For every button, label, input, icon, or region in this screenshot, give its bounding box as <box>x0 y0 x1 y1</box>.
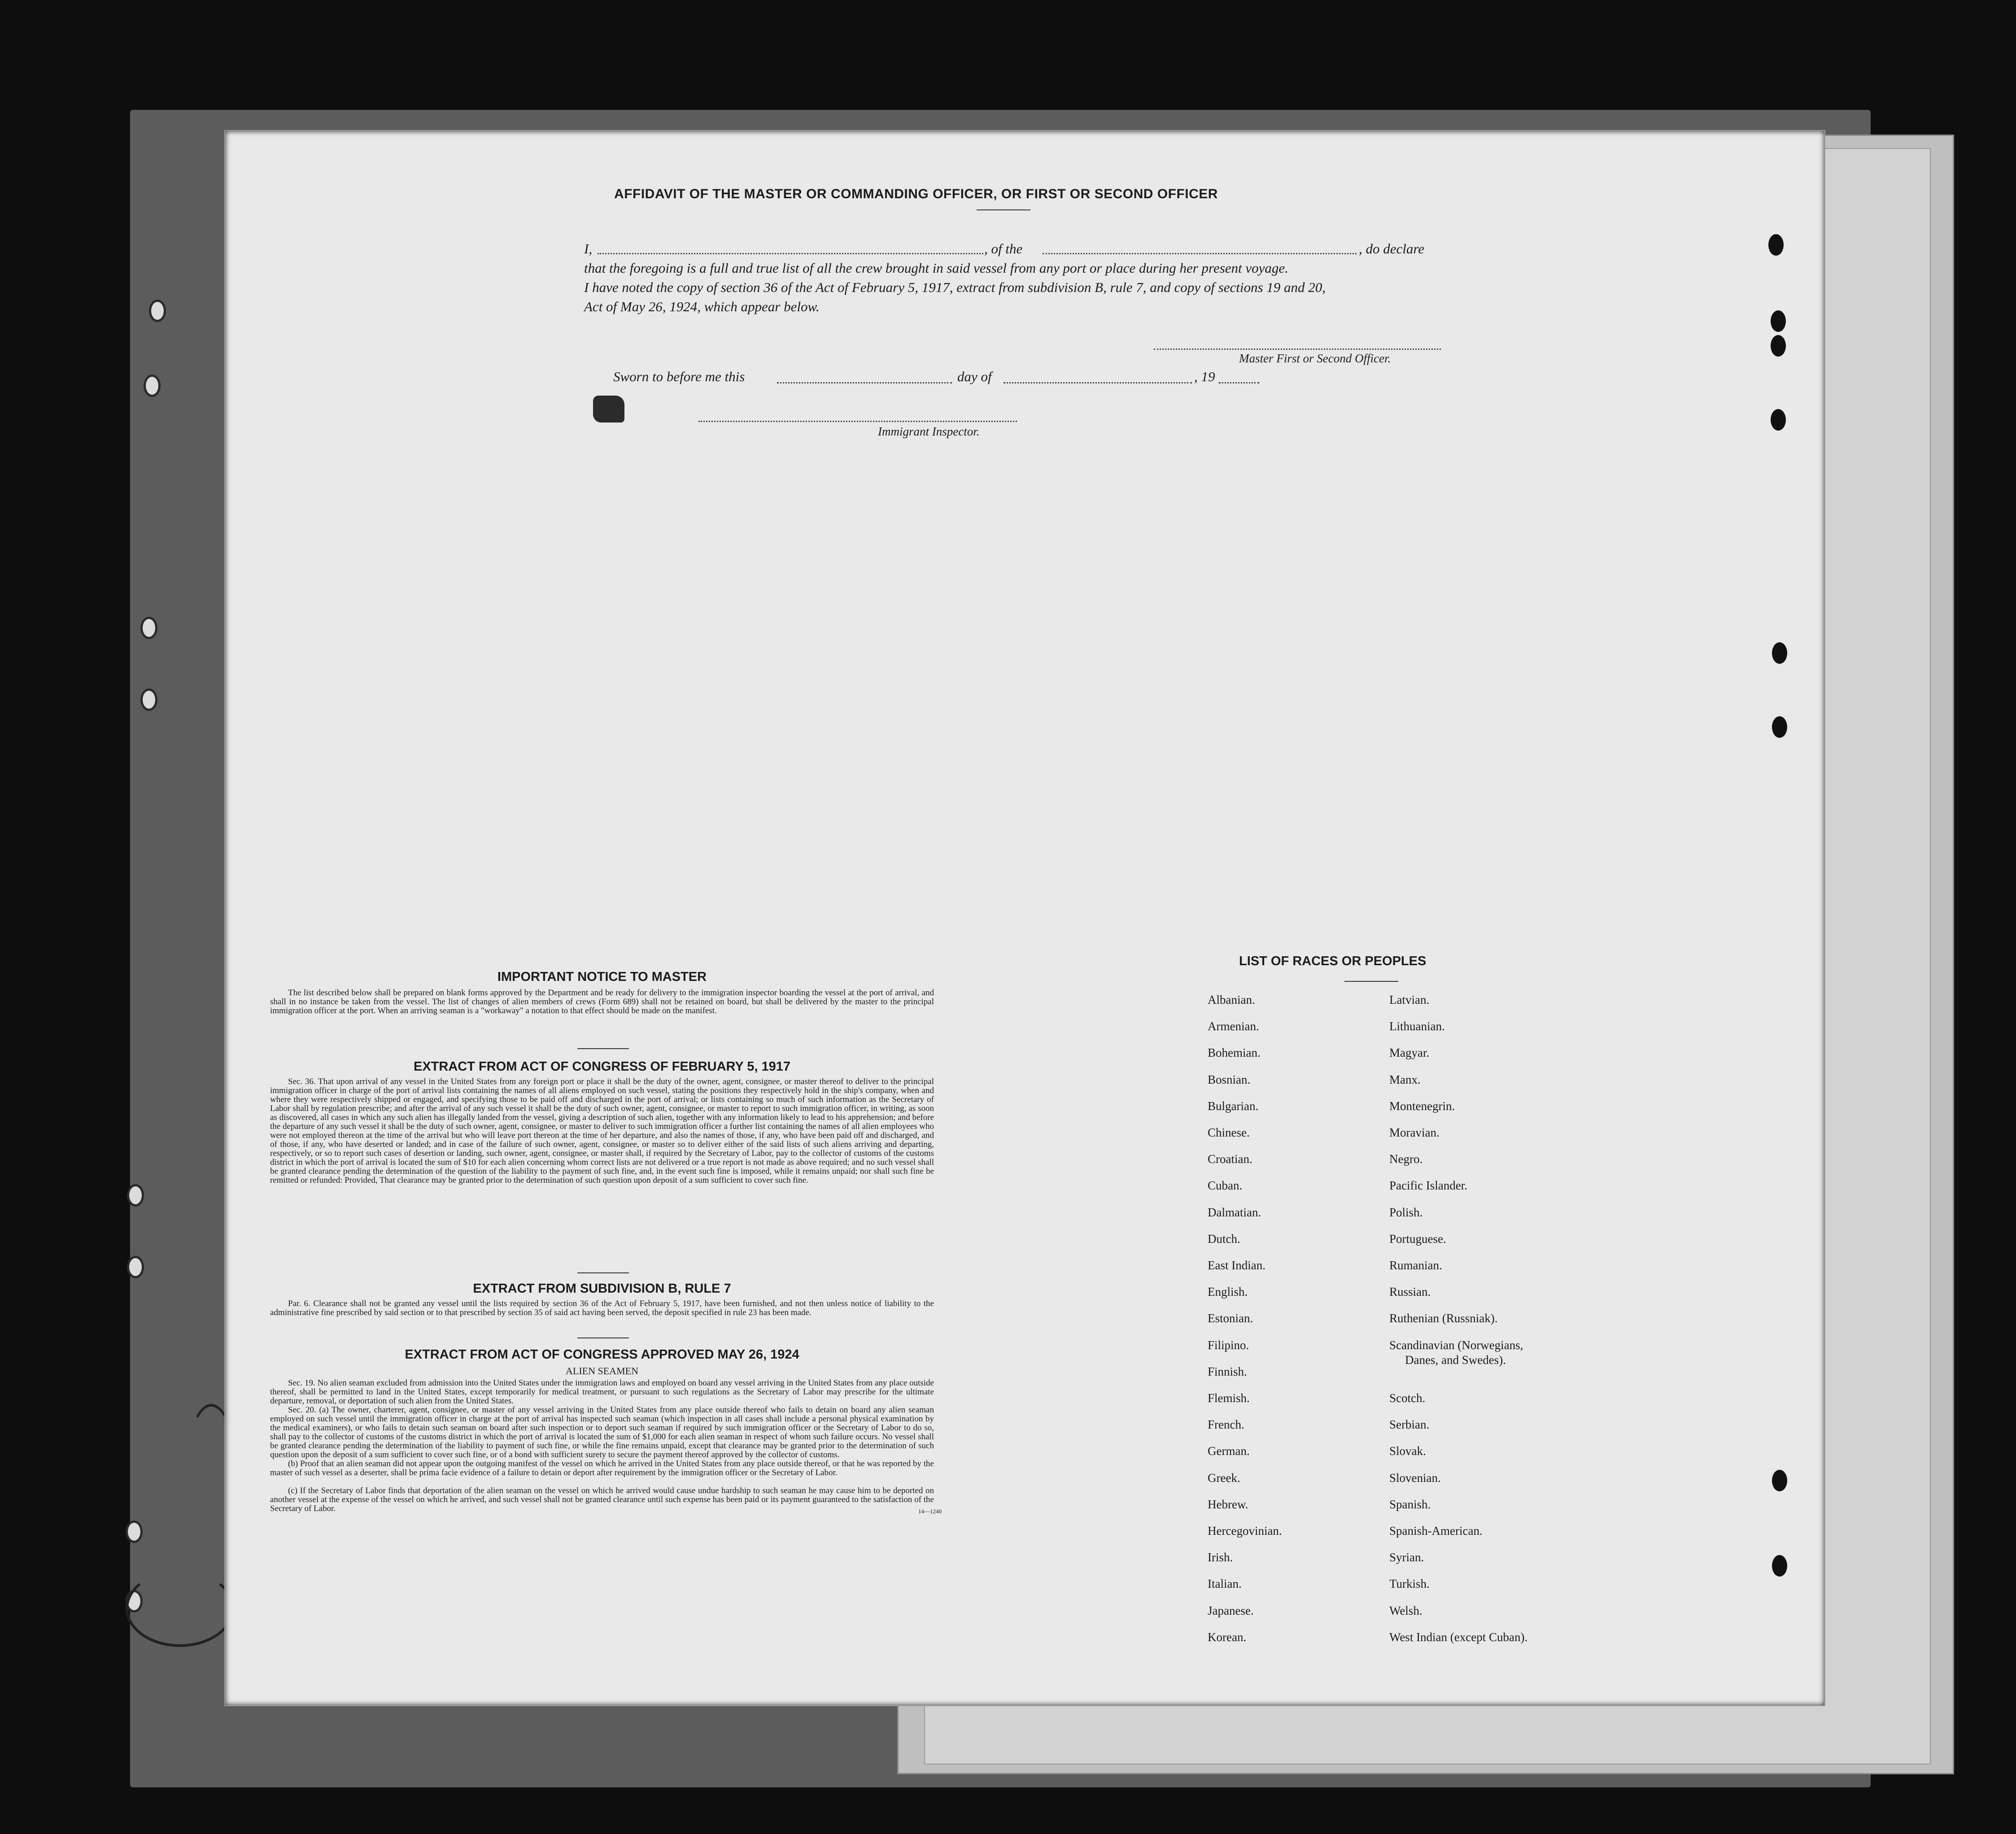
race-item-continuation: Danes, and Swedes). <box>1405 1353 1506 1367</box>
notice-body: The list described below shall be prepared on blank forms approved by the Department and be ready for delivery to the immigration inspector boarding the vessel at the port of arrival, and shall in no instance be taken from the vessel. The list of changes of alien members of crews (Form 689) shall not be retained on board, but shall be delivered by the master to the principal immigration officer at the port. When an arriving seaman is a "workaway" a notation to that effect should be made on the manifest. <box>270 988 934 1015</box>
sworn-date-blank <box>777 382 952 383</box>
affidavit-i: I, <box>584 241 593 257</box>
race-item: Rumanian. <box>1389 1259 1442 1272</box>
extract-1917-title: EXTRACT FROM ACT OF CONGRESS OF FEBRUARY 5, 1917 <box>413 1059 791 1074</box>
sec20c-body: (c) If the Secretary of Labor finds that deportation of the alien seaman on the vessel on which he arrived would cause undue hardship to such seaman he may cause him to be deported on another vessel at the expense of the vessel on which he arrived, and such vessel shall not be granted clearance until such expense has been paid or its payment guaranteed to the satisfaction of the Secretary of Labor. <box>270 1486 934 1513</box>
race-item: Latvian. <box>1389 993 1430 1006</box>
sec20b-body: (b) Proof that an alien seaman did not appear upon the outgoing manifest of the vessel on which he arrived in the United States from any place outside thereof, or that he was reported by the master of such vessel as a deserter, shall be prima facie evidence of a failure to detain or deport after requirement by the immigration officer or the Secretary of Labor. <box>270 1459 934 1477</box>
rule7-title: EXTRACT FROM SUBDIVISION B, RULE 7 <box>473 1281 731 1296</box>
extract-1924-title: EXTRACT FROM ACT OF CONGRESS APPROVED MAY 26, 1924 <box>405 1347 799 1362</box>
string-tie <box>126 1570 234 1647</box>
races-rule <box>1344 981 1398 982</box>
year-blank <box>1219 382 1259 383</box>
alien-seamen-subtitle: ALIEN SEAMEN <box>566 1365 638 1377</box>
binder-hole <box>140 617 157 639</box>
punch-hole <box>1772 716 1787 738</box>
race-item: Slovenian. <box>1389 1471 1441 1485</box>
affidavit-title: AFFIDAVIT OF THE MASTER OR COMMANDING OFFICER, OR FIRST OR SECOND OFFICER <box>614 187 1218 201</box>
race-item: Bohemian. <box>1208 1046 1261 1060</box>
binder-hole <box>127 1184 144 1207</box>
race-item: Manx. <box>1389 1072 1421 1086</box>
signature-line <box>1154 349 1441 350</box>
race-item: Lithuanian. <box>1389 1019 1445 1033</box>
race-item: Scandinavian (Norwegians, <box>1389 1338 1523 1352</box>
race-item: Montenegrin. <box>1389 1099 1455 1113</box>
race-item: Dutch. <box>1208 1232 1240 1246</box>
race-item: German. <box>1208 1444 1250 1458</box>
punch-hole <box>1771 335 1786 357</box>
affidavit-of-the: , of the <box>984 241 1023 257</box>
rule7-body: Par. 6. Clearance shall not be granted any vessel until the lists required by section 36 of the Act of February 5, 1917, have been furnished, and not then unless notice of liability to the administrative fine prescribed by said section or to that prescribed by section 35 of said act having been served, the deposit specified in rule 23 has been made. <box>270 1299 934 1317</box>
day-of-text: day of <box>957 369 992 384</box>
race-item: East Indian. <box>1208 1259 1265 1272</box>
race-item: Spanish. <box>1389 1497 1431 1511</box>
race-item: English. <box>1208 1285 1248 1299</box>
title-rule <box>977 209 1030 210</box>
race-item: Ruthenian (Russniak). <box>1389 1311 1498 1325</box>
race-item: Korean. <box>1208 1630 1247 1644</box>
binder-hole <box>144 375 161 397</box>
race-item: West Indian (except Cuban). <box>1389 1630 1528 1644</box>
punch-hole <box>1768 234 1784 256</box>
race-item: Slovak. <box>1389 1444 1426 1458</box>
punch-hole <box>1771 409 1786 431</box>
race-item: Magyar. <box>1389 1046 1430 1060</box>
race-item: Greek. <box>1208 1471 1240 1485</box>
year-text: , 19 <box>1194 369 1215 384</box>
binder-hole <box>149 300 166 322</box>
race-item: French. <box>1208 1418 1244 1432</box>
affidavit-line3: I have noted the copy of section 36 of the Act of February 5, 1917, extract from subdivision B, rule 7, and copy of sections 19 and 20, <box>584 279 1326 295</box>
race-item: Italian. <box>1208 1577 1242 1591</box>
name-blank <box>598 253 983 254</box>
section-rule <box>577 1272 629 1273</box>
race-item: Finnish. <box>1208 1364 1247 1378</box>
race-item: Bosnian. <box>1208 1072 1251 1086</box>
race-item: Scotch. <box>1389 1391 1426 1405</box>
race-item: Estonian. <box>1208 1311 1253 1325</box>
form-number: 14—1240 <box>918 1508 942 1515</box>
race-item: Dalmatian. <box>1208 1205 1261 1219</box>
punch-hole <box>1772 1470 1787 1491</box>
sworn-text: Sworn to before me this <box>613 369 745 384</box>
punch-hole <box>1771 310 1786 332</box>
race-item: Cuban. <box>1208 1179 1243 1193</box>
affidavit-declare: , do declare <box>1359 241 1425 257</box>
race-item: Bulgarian. <box>1208 1099 1259 1113</box>
binder-hole <box>126 1520 143 1543</box>
punch-hole <box>1772 1555 1787 1577</box>
document-page <box>224 130 1825 1706</box>
ink-stamp-mark <box>593 396 624 423</box>
race-item: Hebrew. <box>1208 1497 1248 1511</box>
sec20a-body: Sec. 20. (a) The owner, charterer, agent, consignee, or master of any vessel arriving in the United States from any place outside thereof who fails to detain on board any alien seaman employed on such vessel until the immigration officer in charge at the port of arrival has inspected such seaman (which inspection in all cases shall include a personal physical examination by the medical examiners), or who fails to detain such seaman on board after such inspection or to deport such seaman if required by such immigration officer or the Secretary of Labor to do so, shall pay to the collector of customs of the customs district in which the port of arrival is located the sum of $1,000 for each alien seaman in respect of whom such failure occurs. No vessel shall be granted clearance pending the determination of the liability to payment of such fine, or while the fine remains unpaid, except that clearance may be granted prior to the determination of such question upon the deposit of a sum sufficient to cover such fine, or of a bond with sufficient surety to secure the payment thereof approved by the collector of customs. <box>270 1405 934 1459</box>
race-item: Russian. <box>1389 1285 1431 1299</box>
inspector-signature-line <box>698 421 1017 422</box>
extract-1917-body: Sec. 36. That upon arrival of any vessel in the United States from any foreign port or place it shall be the duty of the owner, agent, consignee, or master thereof to deliver to the principal immigration officer in charge of the port of arrival lists containing the names of all aliens employed on such vessel, stating the positions they respectively hold in the ship's company, when and where they were respectively shipped or engaged, and specifying those to be paid off and discharged in the port of arrival; or lists containing so much of such information as the Secretary of Labor shall by regulation prescribe; and after the arrival of any such vessel it shall be the duty of such owner, agent, consignee, or master to report to such immigration officer, in writing, as soon as discovered, all cases in which any such alien has illegally landed from the vessel, giving a description of such alien, together with any information likely to lead to his apprehension; and before the departure of any such vessel it shall be the duty of such owner, agent, consignee, or master to deliver to such immigration officer a further list containing the names of all alien employees who were not employed thereon at the time of the arrival but who will leave port thereon at the time of her departure, and also the names of those, if any, who have been paid off and discharged, and of those, if any, who have deserted or landed; and in case of the failure of such owner, agent, consignee, or master so to deliver either of the said lists of such aliens arriving and departing, respectively, or so to report such cases of desertion or landing, such owner, agent, consignee, or master shall, if required by the Secretary of Labor, pay to the collector of customs of the customs district in which the port of arrival is located the sum of $10 for each alien concerning whom correct lists are not delivered or a true report is not made as above required; and no such vessel shall be granted clearance pending the determination of the question of the liability to the payment of such fine, and, in the event such fine is imposed, while it remains unpaid; nor shall such fine be remitted or refunded: Provided, That clearance may be granted prior to the determination of such question upon deposit of a sum sufficient to cover such fine. <box>270 1077 934 1185</box>
race-item: Pacific Islander. <box>1389 1179 1467 1193</box>
sec19-body: Sec. 19. No alien seaman excluded from admission into the United States under the immigration laws and employed on board any vessel arriving in the United States from any place outside thereof, shall be permitted to land in the United States, except temporarily for medical treatment, or pursuant to such regulations as the Secretary of Labor may prescribe for the ultimate departure, removal, or deportation of such alien from the United States. <box>270 1378 934 1406</box>
affidavit-line4: Act of May 26, 1924, which appear below. <box>584 299 820 314</box>
race-item: Moravian. <box>1389 1126 1440 1139</box>
inspector-label: Immigrant Inspector. <box>878 425 980 438</box>
race-item: Croatian. <box>1208 1152 1252 1166</box>
binder-hole <box>127 1256 144 1278</box>
month-blank <box>1004 382 1192 383</box>
race-item: Syrian. <box>1389 1551 1424 1564</box>
section-rule <box>577 1048 629 1049</box>
race-item: Flemish. <box>1208 1391 1250 1405</box>
master-label: Master First or Second Officer. <box>1239 352 1391 365</box>
race-item: Turkish. <box>1389 1577 1430 1591</box>
race-item: Albanian. <box>1208 993 1255 1006</box>
affidavit-line2: that the foregoing is a full and true list of all the crew brought in said vessel from any port or place during her present voyage. <box>584 260 1288 276</box>
notice-title: IMPORTANT NOTICE TO MASTER <box>497 970 707 984</box>
race-item: Filipino. <box>1208 1338 1249 1352</box>
race-item: Japanese. <box>1208 1603 1254 1617</box>
race-item: Chinese. <box>1208 1126 1250 1139</box>
race-item: Negro. <box>1389 1152 1423 1166</box>
race-item: Welsh. <box>1389 1603 1423 1617</box>
vessel-blank <box>1043 253 1357 254</box>
section-rule <box>577 1337 629 1338</box>
binder-hole <box>140 688 157 711</box>
race-item: Spanish-American. <box>1389 1524 1483 1538</box>
race-item: Hercegovinian. <box>1208 1524 1282 1538</box>
race-item: Irish. <box>1208 1551 1233 1564</box>
race-item: Portuguese. <box>1389 1232 1446 1246</box>
race-item: Serbian. <box>1389 1418 1430 1432</box>
races-title: LIST OF RACES OR PEOPLES <box>1239 954 1427 968</box>
race-item: Armenian. <box>1208 1019 1259 1033</box>
punch-hole <box>1772 642 1787 664</box>
race-item: Polish. <box>1389 1205 1423 1219</box>
